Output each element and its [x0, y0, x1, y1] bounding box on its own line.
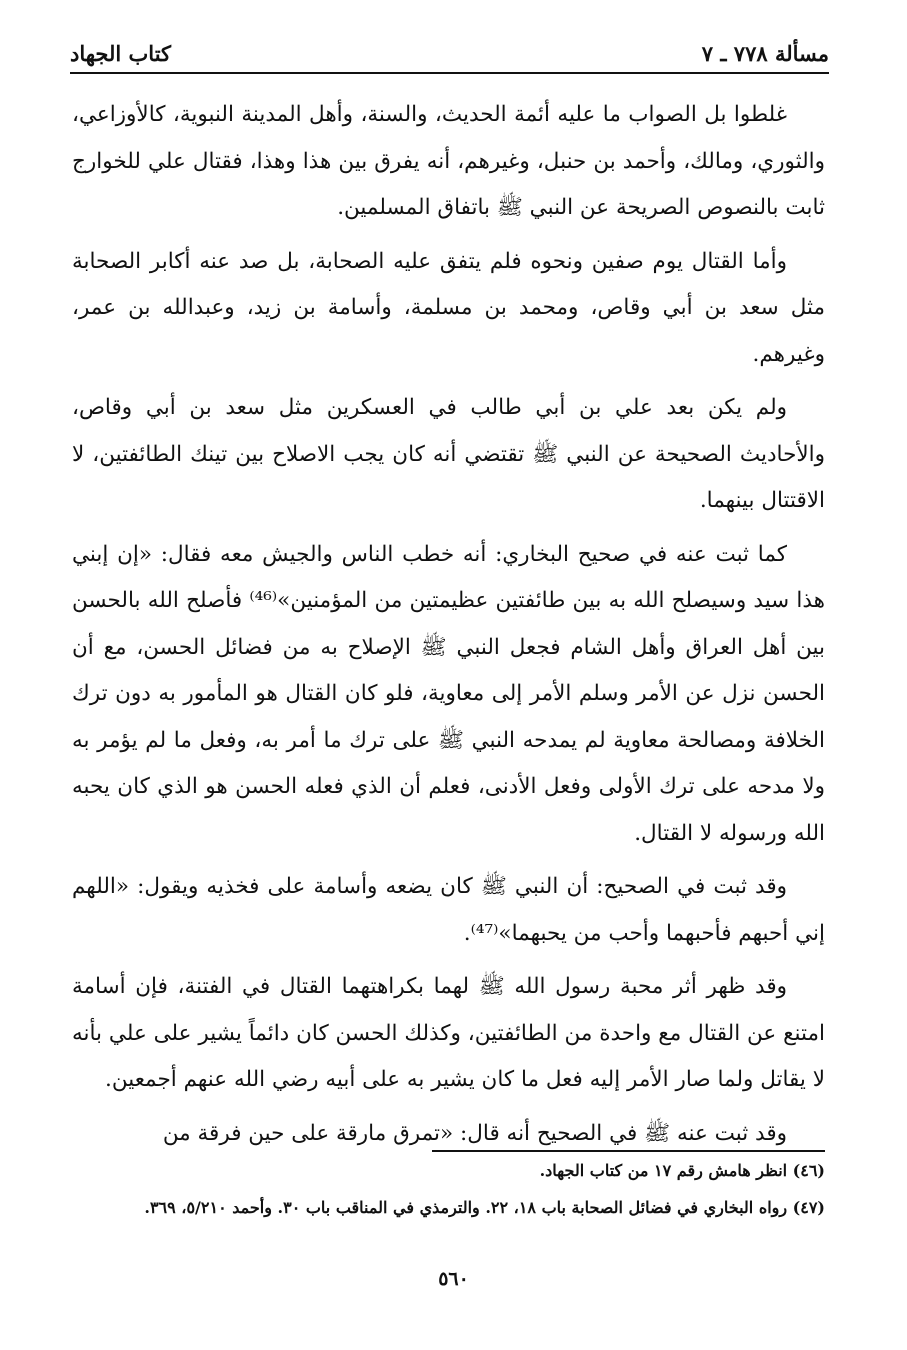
paragraph-5: وقد ثبت في الصحيح: أن النبي ﷺ كان يضعه وأسامة على فخذيه ويقول: «اللهم إني أحبهم فأحبهما وأحب من يحبهما»⁽⁴⁷⁾. — [72, 874, 825, 946]
paragraph-7: وقد ثبت عنه ﷺ في الصحيح أنه قال: «تمرق مارقة على حين فرقة من — [162, 1120, 787, 1146]
page-number: ٥٦٠ — [438, 1268, 469, 1290]
header-issue-number: مسألة ٧٧٨ ـ ٧ — [701, 41, 829, 66]
main-text — [72, 92, 825, 1164]
footnotes — [80, 1150, 825, 1228]
paragraph-4: كما ثبت عنه في صحيح البخاري: أنه خطب الناس والجيش معه فقال: «إن إبني هذا سيد وسيصلح الله به بين طائفتين عظيمتين من المؤمنين»⁽⁴⁶⁾ فأصلح الله بالحسن بين أهل العراق وأهل الشام فجعل النبي ﷺ الإصلاح به من فضائل الحسن، مع أن الحسن نزل عن الأمر وسلم الأمر إلى معاوية، فلو كان القتال هو المأمور به دون ترك الخلافة ومصالحة معاوية لم يمدحه النبي ﷺ على ترك ما أمر به، وفعل ما لم يؤمر به ولا مدحه على ترك الأولى وفعل الأدنى، فعلم أن الذي فعله الحسن هو الذي كان يحبه الله ورسوله لا القتال. — [72, 541, 825, 846]
footnote-46: (٤٦) انظر هامش رقم ١٧ من كتاب الجهاد. — [539, 1161, 825, 1180]
header-chapter-title: كتاب الجهاد — [70, 41, 172, 66]
paragraph-3: ولم يكن بعد علي بن أبي طالب في العسكرين مثل سعد بن أبي وقاص، والأحاديث الصحيحة عن النبي ﷺ تقتضي أنه كان يجب الاصلاح بين تينك الطائفتين، لا الاقتتال بينهما. — [72, 395, 825, 513]
paragraph-2: وأما القتال يوم صفين ونحوه فلم يتفق عليه الصحابة، بل صد عنه أكابر الصحابة مثل سعد بن أبي وقاص، ومحمد بن مسلمة، وأسامة بن زيد، وعبدالله بن عمر، وغيرهم. — [72, 248, 825, 367]
paragraph-1: غلطوا بل الصواب ما عليه أئمة الحديث، والسنة، وأهل المدينة النبوية، كالأوزاعي، والثوري، ومالك، وأحمد بن حنبل، وغيرهم، أنه يفرق بين هذا وهذا، فقتال علي للخوارج ثابت بالنصوص الصريحة عن النبي ﷺ باتفاق المسلمين. — [72, 102, 825, 220]
footnote-divider — [432, 1150, 825, 1152]
running-header — [70, 30, 829, 74]
footnote-47: (٤٧) رواه البخاري في فضائل الصحابة باب ١٨، ٢٢. والترمذي في المناقب باب ٣٠. وأحمد ٥/٢١٠، ٣٦٩. — [144, 1198, 825, 1217]
paragraph-6: وقد ظهر أثر محبة رسول الله ﷺ لهما بكراهتهما القتال في الفتنة، فإن أسامة امتنع عن القتال مع واحدة من الطائفتين، وكذلك الحسن كان دائماً يشير على علي بأنه لا يقاتل ولما صار الأمر إليه فعل ما كان يشير به على أبيه رضي الله عنهم أجمعين. — [72, 974, 825, 1092]
